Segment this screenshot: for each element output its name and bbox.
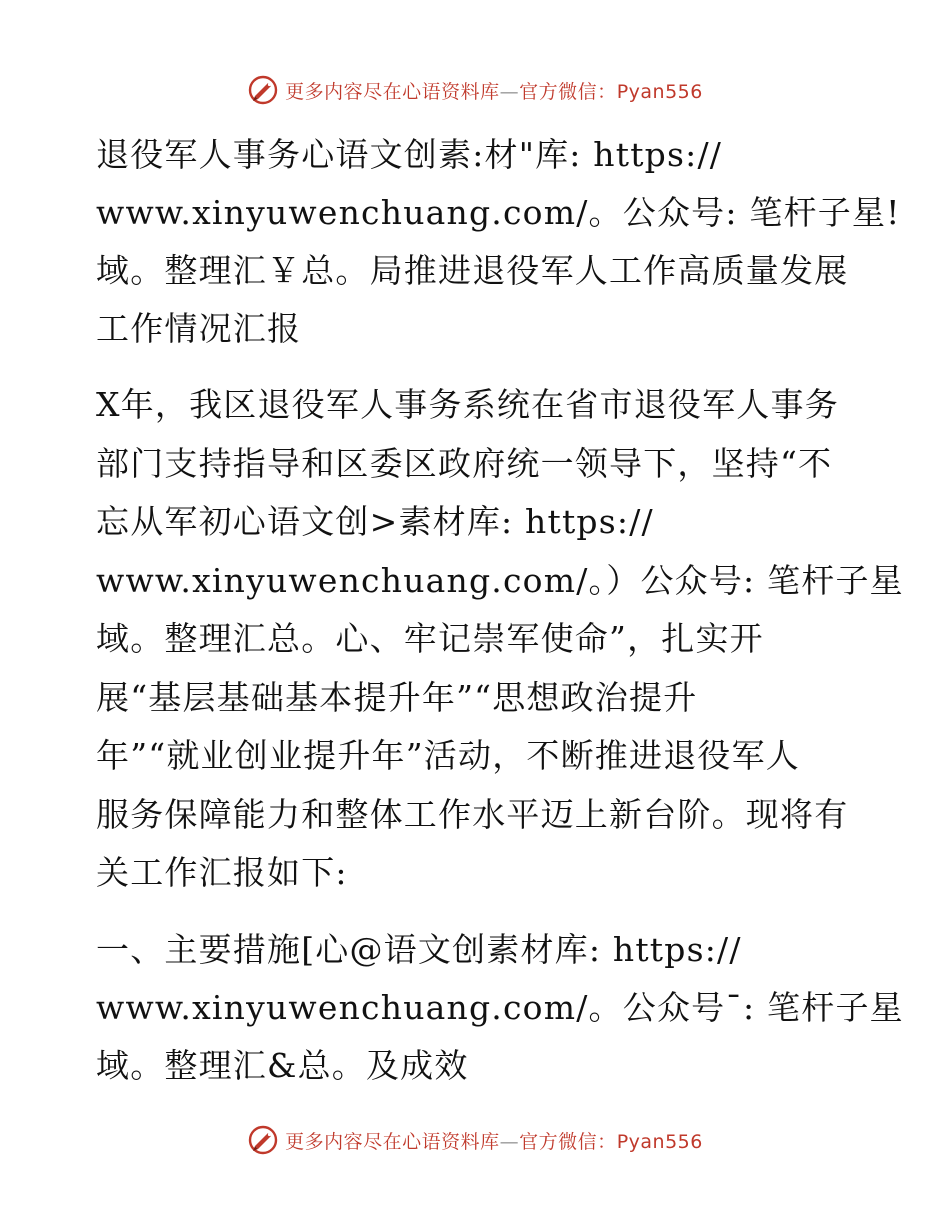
text-line: 域。整理汇&总。及成效	[96, 1045, 469, 1085]
text-line: 忘从军初心语文创>素材库: https://	[96, 502, 654, 541]
document-body	[96, 126, 904, 1113]
red-pen-logo-icon	[247, 74, 279, 106]
red-pen-logo-icon	[247, 1124, 279, 1156]
text-line: X年，我区退役军人事务系统在省市退役军人事务	[96, 385, 839, 424]
text-line: 一、主要措施[心@语文创素材库: https://	[96, 929, 742, 969]
text-line: 服务保障能力和整体工作水平迈上新台阶。现将有	[96, 794, 849, 834]
paragraph-intro	[96, 376, 904, 903]
text-line: 关工作汇报如下:	[96, 853, 348, 892]
text-line: 工作情况汇报	[96, 309, 302, 348]
text-line: 展“基层基础基本提升年”“思想政治提升	[96, 677, 698, 717]
paragraph-title	[96, 126, 901, 358]
paragraph-section-heading	[96, 921, 904, 1095]
header-watermark-banner	[0, 72, 950, 108]
banner-text: 更多内容尽在心语资料库—官方微信：Pyan556	[285, 80, 703, 103]
text-line: 域。整理汇总。心、牢记崇军使命”，扎实开	[96, 619, 764, 658]
text-line: 年”“就业创业提升年”活动，不断推进退役军人	[96, 736, 801, 775]
text-line: 退役军人事务心语文创素:材"库: https://	[96, 135, 723, 174]
text-line: 部门支持指导和区委区政府统一领导下，坚持“不	[96, 443, 833, 483]
text-line: www.xinyuwenchuang.com/。）公众号: 笔杆子星	[96, 560, 904, 600]
text-line: www.xinyuwenchuang.com/。公众号: 笔杆子星!	[96, 193, 901, 232]
footer-watermark-banner	[0, 1122, 950, 1158]
text-line: 域。整理汇￥总。局推进退役军人工作高质量发展	[96, 251, 849, 290]
text-line: www.xinyuwenchuang.com/。公众号¯: 笔杆子星	[96, 987, 904, 1027]
banner-text: 更多内容尽在心语资料库—官方微信：Pyan556	[285, 1130, 703, 1153]
